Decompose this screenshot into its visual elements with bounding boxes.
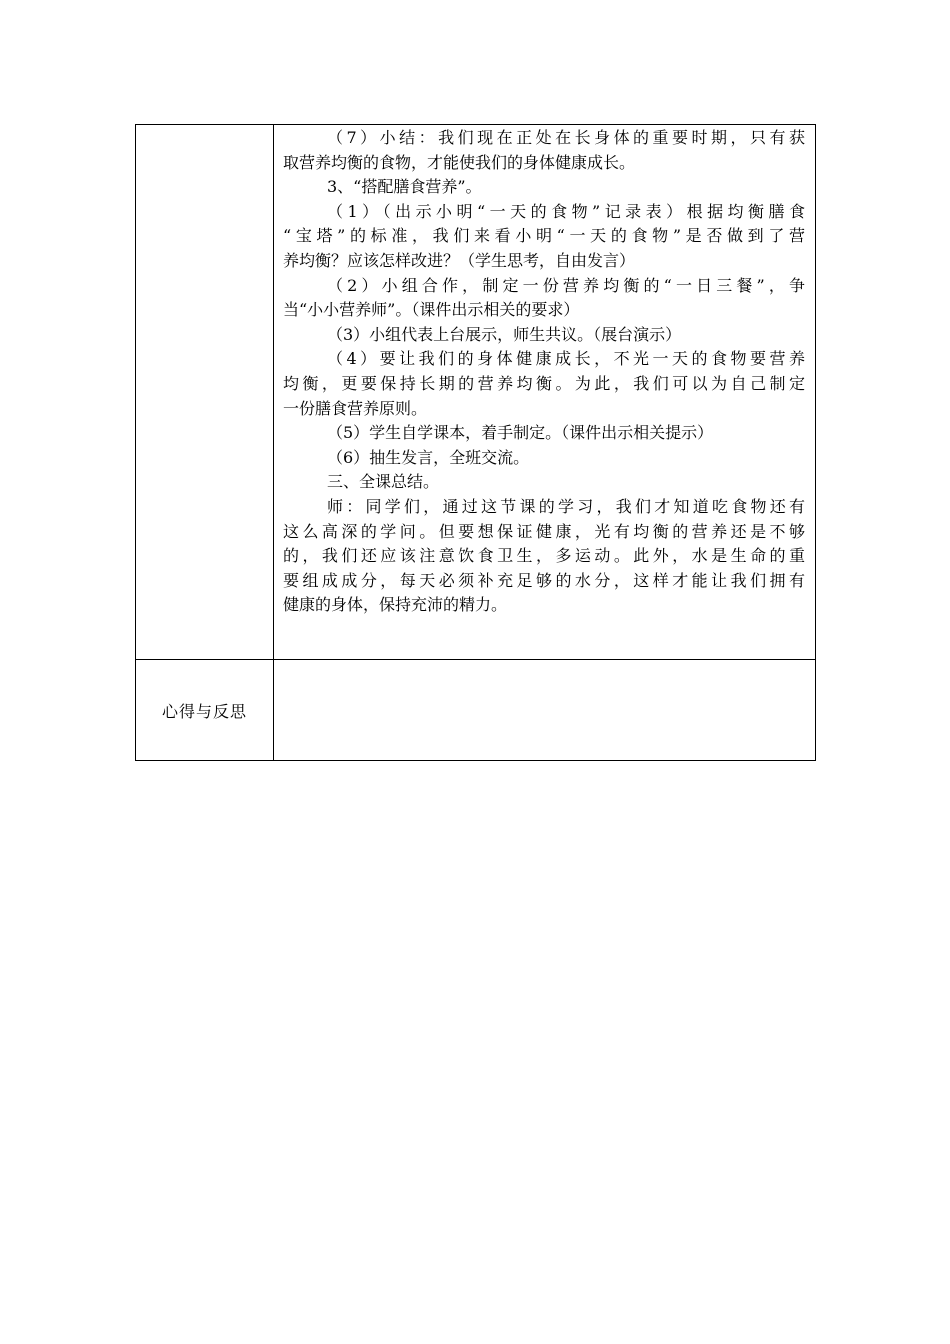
text-line: 健康的身体，保持充沛的精力。 [283, 595, 508, 615]
text-line: 的，我们还应该注意饮食卫生，多运动。此外，水是生命的重 [283, 546, 805, 566]
text-line: 三、全课总结。 [327, 472, 440, 492]
text-line: （5）学生自学课本，着手制定。（课件出示相关提示） [327, 423, 714, 443]
text-line: （6）抽生发言，全班交流。 [327, 447, 530, 467]
procedure-row [136, 125, 816, 660]
procedure-text [283, 125, 805, 618]
procedure-label-cell [136, 125, 274, 660]
text-line: （3）小组代表上台展示，师生共议。（展台演示） [327, 324, 682, 344]
text-line: 养均衡？应该怎样改进？（学生思考，自由发言） [283, 250, 636, 270]
text-line: 当“小小营养师”。（课件出示相关的要求） [283, 300, 580, 320]
text-line: 这么高深的学问。但要想保证健康，光有均衡的营养还是不够 [283, 521, 805, 541]
procedure-content-cell [274, 125, 816, 660]
text-line: 均衡，更要保持长期的营养均衡。为此，我们可以为自己制定 [283, 373, 805, 393]
text-line: （4）要让我们的身体健康成长，不光一天的食物要营养 [327, 349, 805, 369]
text-line: 取营养均衡的食物，才能使我们的身体健康成长。 [283, 152, 636, 172]
text-line: 要组成成分，每天必须补充足够的水分，这样才能让我们拥有 [283, 570, 805, 590]
text-line: （7）小结：我们现在正处在长身体的重要时期，只有获 [327, 128, 805, 147]
text-line: 3、“搭配膳食营养”。 [327, 177, 482, 197]
text-line: 一份膳食营养原则。 [283, 398, 428, 418]
text-line: （1）（出示小明“一天的食物”记录表）根据均衡膳食 [327, 201, 805, 221]
text-line: “宝塔”的标准，我们来看小明“一天的食物”是否做到了营 [283, 226, 805, 246]
text-line: 师：同学们，通过这节课的学习，我们才知道吃食物还有 [327, 496, 805, 516]
reflection-label: 心得与反思 [136, 660, 274, 761]
lesson-plan-table [135, 124, 816, 761]
reflection-row [136, 660, 816, 761]
reflection-content-cell[interactable] [274, 660, 816, 761]
text-line: （2）小组合作，制定一份营养均衡的“一日三餐”，争 [327, 275, 805, 295]
